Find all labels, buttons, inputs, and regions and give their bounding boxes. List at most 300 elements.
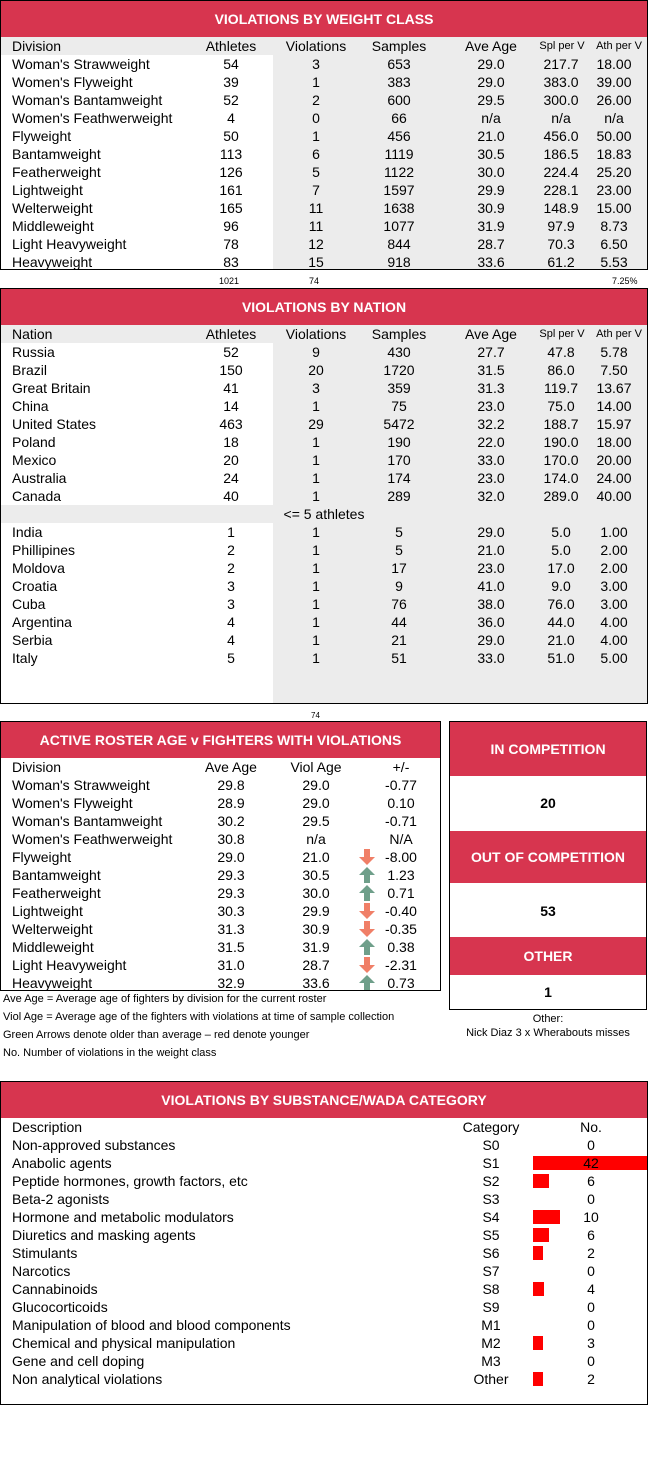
substance-header-row xyxy=(1,1118,647,1136)
cell-ave-age: 28.7 xyxy=(477,236,505,252)
col-number: No. xyxy=(580,1119,602,1135)
table-row xyxy=(1,938,440,956)
col-samples: Samples xyxy=(371,326,427,342)
cell-samples: 456 xyxy=(387,128,411,144)
table-row xyxy=(1,1352,647,1370)
cell-number: 2 xyxy=(587,1371,595,1387)
cell-samples: 17 xyxy=(391,560,407,576)
nation-header-row xyxy=(1,325,647,343)
cell-description: Anabolic agents xyxy=(12,1155,112,1171)
arrow-up-icon xyxy=(359,867,375,883)
table-row xyxy=(1,415,647,433)
cell-ath-per-v: 25.20 xyxy=(596,164,632,180)
other-title: OTHER xyxy=(450,937,646,975)
cell-ath-per-v: 4.00 xyxy=(600,632,628,648)
cell-division: Light Heavyweight xyxy=(12,957,127,973)
arrow-down-icon xyxy=(359,921,375,937)
cell-samples: 600 xyxy=(387,92,411,108)
cell-ave-age: 29.5 xyxy=(477,92,505,108)
col-ath-per-v: Ath per V xyxy=(596,328,642,340)
cell-description: Chemical and physical manipulation xyxy=(12,1335,236,1351)
cell-athletes: 78 xyxy=(223,236,239,252)
cell-athletes: 150 xyxy=(219,362,243,378)
cell-ath-per-v: 20.00 xyxy=(596,452,632,468)
cell-athletes: 24 xyxy=(223,470,239,486)
cell-viol-age: 29.5 xyxy=(302,813,330,829)
in-competition-header xyxy=(450,722,646,776)
cell-violations: 1 xyxy=(312,578,320,594)
cell-ave-age: 31.5 xyxy=(217,939,245,955)
table-row xyxy=(1,1154,647,1172)
cell-violations: 7 xyxy=(312,182,320,198)
cell-viol-age: n/a xyxy=(306,831,326,847)
cell-samples: 75 xyxy=(391,398,407,414)
cell-spl-per-v: 17.0 xyxy=(547,560,575,576)
cell-ath-per-v: 5.00 xyxy=(600,650,628,666)
cell-athletes: 39 xyxy=(223,74,239,90)
cell-number: 6 xyxy=(587,1173,595,1189)
total-percent: 7.25% xyxy=(612,276,638,286)
cell-athletes: 3 xyxy=(227,578,235,594)
cell-athletes: 113 xyxy=(219,146,243,162)
cell-ave-age: 33.0 xyxy=(477,650,505,666)
cell-division: Middleweight xyxy=(12,939,94,955)
cell-description: Manipulation of blood and blood components xyxy=(12,1317,291,1333)
cell-viol-age: 30.9 xyxy=(302,921,330,937)
cell-violations: 1 xyxy=(312,74,320,90)
table-row xyxy=(1,127,647,145)
cell-spl-per-v: 228.1 xyxy=(543,182,579,198)
arrow-up-icon xyxy=(359,885,375,901)
col-description: Description xyxy=(12,1119,83,1135)
other-note: Nick Diaz 3 x Wherabouts misses xyxy=(466,1027,630,1039)
out-competition-title: OUT OF COMPETITION xyxy=(450,831,646,883)
cell-athletes: 165 xyxy=(219,200,243,216)
cell-ave-age: 29.0 xyxy=(477,74,505,90)
table-row xyxy=(1,181,647,199)
cell-samples: 383 xyxy=(387,74,411,90)
cell-spl-per-v: 186.5 xyxy=(543,146,579,162)
cell-ave-age: 29.0 xyxy=(217,849,245,865)
cell-ave-age: 36.0 xyxy=(477,614,505,630)
cell-ath-per-v: 3.00 xyxy=(600,596,628,612)
table-row xyxy=(1,776,440,794)
cell-athletes: 4 xyxy=(227,110,235,126)
cell-athletes: 14 xyxy=(223,398,239,414)
cell-category: S2 xyxy=(482,1173,500,1189)
cell-division: Lightweight xyxy=(12,903,83,919)
table-row xyxy=(1,451,647,469)
cell-spl-per-v: 75.0 xyxy=(547,398,575,414)
cell-athletes: 2 xyxy=(227,560,235,576)
cell-samples: 359 xyxy=(387,380,411,396)
cell-name: Croatia xyxy=(12,578,58,594)
table-row xyxy=(1,812,440,830)
cell-athletes: 54 xyxy=(223,56,239,72)
total-violations: 74 xyxy=(309,276,320,286)
cell-ath-per-v: 2.00 xyxy=(600,542,628,558)
cell-spl-per-v: 21.0 xyxy=(547,632,575,648)
cell-ath-per-v: 18.83 xyxy=(596,146,632,162)
cell-ave-age: 31.9 xyxy=(477,218,505,234)
in-competition-value: 20 xyxy=(540,795,556,811)
cell-samples: 844 xyxy=(387,236,411,252)
cell-ave-age: 27.7 xyxy=(477,344,505,360)
cell-category: S7 xyxy=(482,1263,500,1279)
cell-violations: 29 xyxy=(308,416,324,432)
cell-description: Beta-2 agonists xyxy=(12,1191,110,1207)
weight-class-title: VIOLATIONS BY WEIGHT CLASS xyxy=(1,1,647,37)
note-viol-age: Viol Age = Average age of the fighters with violations at time of sample collection xyxy=(3,1011,395,1023)
table-row xyxy=(1,199,647,217)
cell-samples: 5 xyxy=(395,542,403,558)
in-competition-title: IN COMPETITION xyxy=(490,740,606,757)
cell-violations: 11 xyxy=(308,200,324,216)
cell-ath-per-v: 18.00 xyxy=(596,434,632,450)
nation-panel xyxy=(0,288,648,704)
table-row xyxy=(1,631,647,649)
cell-ave-age: 29.0 xyxy=(477,632,505,648)
cell-athletes: 40 xyxy=(223,488,239,504)
cell-spl-per-v: 456.0 xyxy=(543,128,579,144)
cell-spl-per-v: 170.0 xyxy=(543,452,579,468)
cell-violations: 3 xyxy=(312,56,320,72)
cell-ave-age: 28.9 xyxy=(217,795,245,811)
cell-ath-per-v: 5.78 xyxy=(600,344,628,360)
cell-ave-age: 21.0 xyxy=(477,128,505,144)
cell-athletes: 96 xyxy=(223,218,239,234)
table-row xyxy=(1,1298,647,1316)
table-row xyxy=(1,343,647,361)
table-row xyxy=(1,523,647,541)
cell-viol-age: 33.6 xyxy=(302,975,330,991)
cell-ave-age: 32.9 xyxy=(217,975,245,991)
cell-violations: 1 xyxy=(312,488,320,504)
separator-label: <= 5 athletes xyxy=(283,506,365,522)
cell-diff: -0.77 xyxy=(385,777,417,793)
cell-number: 42 xyxy=(583,1155,599,1171)
cell-viol-age: 30.0 xyxy=(302,885,330,901)
out-competition-value: 53 xyxy=(540,903,556,919)
cell-name: Woman's Bantamweight xyxy=(12,92,163,108)
other-label: Other: xyxy=(532,1013,564,1025)
cell-ave-age: 29.0 xyxy=(477,56,505,72)
cell-division: Women's Flyweight xyxy=(12,795,133,811)
cell-violations: 5 xyxy=(312,164,320,180)
cell-ave-age: 22.0 xyxy=(477,434,505,450)
col-ath-per-v: Ath per V xyxy=(596,40,642,52)
cell-diff: 0.71 xyxy=(387,885,415,901)
cell-samples: 1638 xyxy=(383,200,415,216)
col-athletes: Athletes xyxy=(205,326,257,342)
cell-athletes: 5 xyxy=(227,650,235,666)
cell-ath-per-v: 13.67 xyxy=(596,380,632,396)
note-arrows: Green Arrows denote older than average – red denote younger xyxy=(3,1029,310,1041)
cell-division: Bantamweight xyxy=(12,867,101,883)
cell-spl-per-v: 217.7 xyxy=(543,56,579,72)
arrow-down-icon xyxy=(359,903,375,919)
cell-athletes: 4 xyxy=(227,632,235,648)
cell-violations: 1 xyxy=(312,632,320,648)
cell-number: 2 xyxy=(587,1245,595,1261)
cell-ath-per-v: 2.00 xyxy=(600,560,628,576)
cell-name: Phillipines xyxy=(12,542,76,558)
cell-name: Italy xyxy=(12,650,38,666)
cell-name: Light Heavyweight xyxy=(12,236,127,252)
cell-violations: 1 xyxy=(312,470,320,486)
cell-athletes: 126 xyxy=(219,164,243,180)
cell-violations: 9 xyxy=(312,344,320,360)
cell-samples: 51 xyxy=(391,650,407,666)
col-ave-age: Ave Age xyxy=(205,759,257,775)
cell-athletes: 41 xyxy=(223,380,239,396)
cell-name: Russia xyxy=(12,344,55,360)
count-bar xyxy=(533,1282,544,1296)
cell-name: Lightweight xyxy=(12,182,83,198)
cell-ave-age: 30.9 xyxy=(477,200,505,216)
cell-violations: 1 xyxy=(312,542,320,558)
cell-samples: 190 xyxy=(387,434,411,450)
cell-name: Great Britain xyxy=(12,380,91,396)
cell-division: Women's Feathwerweight xyxy=(12,831,173,847)
col-violations: Violations xyxy=(285,38,347,54)
cell-number: 0 xyxy=(587,1263,595,1279)
cell-athletes: 20 xyxy=(223,452,239,468)
cell-ath-per-v: 6.50 xyxy=(600,236,628,252)
cell-samples: 1720 xyxy=(383,362,415,378)
substance-panel xyxy=(0,1081,648,1405)
cell-samples: 1597 xyxy=(383,182,415,198)
cell-division: Woman's Bantamweight xyxy=(12,813,163,829)
cell-name: Cuba xyxy=(12,596,46,612)
cell-samples: 430 xyxy=(387,344,411,360)
table-row xyxy=(1,1136,647,1154)
cell-number: 0 xyxy=(587,1191,595,1207)
cell-ave-age: 21.0 xyxy=(477,542,505,558)
table-row xyxy=(1,91,647,109)
cell-viol-age: 30.5 xyxy=(302,867,330,883)
cell-category: S3 xyxy=(482,1191,500,1207)
cell-violations: 0 xyxy=(312,110,320,126)
cell-number: 4 xyxy=(587,1281,595,1297)
count-bar xyxy=(533,1228,549,1242)
cell-samples: 66 xyxy=(391,110,407,126)
cell-ave-age: 33.6 xyxy=(477,254,505,270)
cell-name: Argentina xyxy=(12,614,72,630)
cell-ath-per-v: 14.00 xyxy=(596,398,632,414)
cell-number: 6 xyxy=(587,1227,595,1243)
cell-category: S0 xyxy=(482,1137,500,1153)
table-row xyxy=(1,1370,647,1388)
cell-spl-per-v: 188.7 xyxy=(543,416,579,432)
cell-samples: 170 xyxy=(387,452,411,468)
cell-ave-age: 32.2 xyxy=(477,416,505,432)
count-bar xyxy=(533,1372,543,1386)
cell-category: S1 xyxy=(482,1155,500,1171)
table-row xyxy=(1,559,647,577)
cell-name: United States xyxy=(12,416,97,432)
cell-diff: -8.00 xyxy=(385,849,417,865)
table-row xyxy=(1,217,647,235)
col-viol-age: Viol Age xyxy=(290,759,342,775)
cell-ave-age: 29.0 xyxy=(477,524,505,540)
cell-description: Peptide hormones, growth factors, etc xyxy=(12,1173,248,1189)
cell-ath-per-v: 3.00 xyxy=(600,578,628,594)
cell-spl-per-v: 61.2 xyxy=(547,254,575,270)
cell-number: 0 xyxy=(587,1317,595,1333)
cell-spl-per-v: 97.9 xyxy=(547,218,575,234)
cell-name: Canada xyxy=(12,488,62,504)
cell-violations: 2 xyxy=(312,92,320,108)
cell-violations: 1 xyxy=(312,128,320,144)
cell-athletes: 4 xyxy=(227,614,235,630)
cell-spl-per-v: 47.8 xyxy=(547,344,575,360)
cell-samples: 44 xyxy=(391,614,407,630)
col-violations: Violations xyxy=(285,326,347,342)
cell-name: Moldova xyxy=(12,560,65,576)
cell-description: Non-approved substances xyxy=(12,1137,176,1153)
cell-diff: 0.73 xyxy=(387,975,415,991)
cell-category: S5 xyxy=(482,1227,500,1243)
cell-violations: 1 xyxy=(312,434,320,450)
cell-name: Welterweight xyxy=(12,200,93,216)
note-ave-age: Ave Age = Average age of fighters by division for the current roster xyxy=(3,993,327,1005)
cell-spl-per-v: 190.0 xyxy=(543,434,579,450)
cell-division: Woman's Strawweight xyxy=(12,777,150,793)
substance-title: VIOLATIONS BY SUBSTANCE/WADA CATEGORY xyxy=(1,1082,647,1118)
cell-violations: 1 xyxy=(312,614,320,630)
cell-ave-age: 33.0 xyxy=(477,452,505,468)
cell-diff: N/A xyxy=(389,831,413,847)
cell-name: Poland xyxy=(12,434,56,450)
cell-ave-age: 41.0 xyxy=(477,578,505,594)
weight-class-panel xyxy=(0,0,648,270)
table-row xyxy=(1,1226,647,1244)
cell-spl-per-v: 9.0 xyxy=(551,578,571,594)
table-row xyxy=(1,397,647,415)
table-row xyxy=(1,433,647,451)
cell-athletes: 18 xyxy=(223,434,239,450)
cell-division: Heavyweight xyxy=(12,975,93,991)
age-panel xyxy=(0,721,441,991)
table-row xyxy=(1,1262,647,1280)
cell-samples: 76 xyxy=(391,596,407,612)
cell-ave-age: 31.3 xyxy=(477,380,505,396)
table-row xyxy=(1,848,440,866)
col-category: Category xyxy=(462,1119,520,1135)
cell-name: Flyweight xyxy=(12,128,72,144)
cell-samples: 5472 xyxy=(383,416,415,432)
cell-ath-per-v: 18.00 xyxy=(596,56,632,72)
cell-category: M2 xyxy=(481,1335,501,1351)
cell-athletes: 161 xyxy=(219,182,243,198)
cell-name: Bantamweight xyxy=(12,146,101,162)
cell-viol-age: 29.9 xyxy=(302,903,330,919)
cell-category: S6 xyxy=(482,1245,500,1261)
table-row xyxy=(1,830,440,848)
cell-name: Serbia xyxy=(12,632,53,648)
table-row xyxy=(1,1334,647,1352)
table-row xyxy=(1,1280,647,1298)
cell-ath-per-v: 39.00 xyxy=(596,74,632,90)
cell-samples: 174 xyxy=(387,470,411,486)
table-row xyxy=(1,595,647,613)
cell-category: S9 xyxy=(482,1299,500,1315)
cell-violations: 1 xyxy=(312,596,320,612)
cell-division: Flyweight xyxy=(12,849,72,865)
cell-violations: 20 xyxy=(308,362,324,378)
cell-athletes: 1 xyxy=(227,524,235,540)
cell-samples: 1122 xyxy=(383,164,415,180)
cell-athletes: 463 xyxy=(219,416,243,432)
cell-diff: -0.40 xyxy=(385,903,417,919)
table-row xyxy=(1,163,647,181)
cell-number: 10 xyxy=(583,1209,599,1225)
cell-ave-age: 29.3 xyxy=(217,885,245,901)
cell-name: Australia xyxy=(12,470,67,486)
cell-ave-age: n/a xyxy=(481,110,501,126)
cell-spl-per-v: 5.0 xyxy=(551,542,571,558)
cell-athletes: 50 xyxy=(223,128,239,144)
total-athletes: 1021 xyxy=(219,276,240,286)
cell-spl-per-v: 70.3 xyxy=(547,236,575,252)
cell-samples: 21 xyxy=(391,632,407,648)
cell-athletes: 2 xyxy=(227,542,235,558)
table-row xyxy=(1,956,440,974)
cell-violations: 1 xyxy=(312,398,320,414)
count-bar xyxy=(533,1336,543,1350)
col-ave-age: Ave Age xyxy=(465,38,517,54)
table-row xyxy=(1,974,440,991)
cell-viol-age: 28.7 xyxy=(302,957,330,973)
count-bar xyxy=(533,1246,543,1260)
cell-name: Featherweight xyxy=(12,164,101,180)
cell-viol-age: 31.9 xyxy=(302,939,330,955)
nation-separator-row xyxy=(1,505,647,523)
age-title: ACTIVE ROSTER AGE v FIGHTERS WITH VIOLATIONS xyxy=(1,722,440,758)
cell-ave-age: 23.0 xyxy=(477,560,505,576)
cell-category: Other xyxy=(473,1371,509,1387)
arrow-up-icon xyxy=(359,975,375,991)
arrow-up-icon xyxy=(359,939,375,955)
cell-description: Non analytical violations xyxy=(12,1371,163,1387)
table-row xyxy=(1,794,440,812)
cell-spl-per-v: 5.0 xyxy=(551,524,571,540)
cell-ave-age: 23.0 xyxy=(477,398,505,414)
cell-ath-per-v: 50.00 xyxy=(596,128,632,144)
nation-total-violations: 74 xyxy=(311,711,320,720)
cell-category: S4 xyxy=(482,1209,500,1225)
col-division: Division xyxy=(12,38,62,54)
cell-diff: 1.23 xyxy=(387,867,415,883)
cell-description: Diuretics and masking agents xyxy=(12,1227,196,1243)
table-row xyxy=(1,361,647,379)
cell-description: Cannabinoids xyxy=(12,1281,98,1297)
col-samples: Samples xyxy=(371,38,427,54)
cell-ave-age: 30.0 xyxy=(477,164,505,180)
cell-athletes: 3 xyxy=(227,596,235,612)
cell-samples: 1077 xyxy=(383,218,415,234)
note-number: No. Number of violations in the weight class xyxy=(3,1047,217,1059)
cell-samples: 5 xyxy=(395,524,403,540)
col-division: Division xyxy=(12,759,62,775)
table-row xyxy=(1,73,647,91)
table-row xyxy=(1,109,647,127)
table-row xyxy=(1,1244,647,1262)
cell-violations: 15 xyxy=(308,254,324,270)
cell-ave-age: 29.8 xyxy=(217,777,245,793)
other-value: 1 xyxy=(544,984,552,1000)
